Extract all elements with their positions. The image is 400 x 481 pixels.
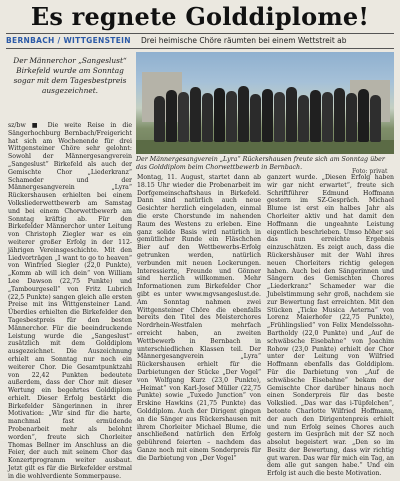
article-column-2 — [137, 174, 261, 462]
section-label: BERNBACH / WITTGENSTEIN — [6, 36, 131, 45]
choir-member — [346, 93, 357, 142]
article-column-3 — [267, 174, 394, 478]
column-text: sz/bw ■ Die weite Reise in die Sängerhochburg Bernbach/Freigericht hat sich am Wochenende für drei Wittgensteiner Chöre sehr gelohnt: Sowohl der Männergesangverein „Sangeslust“ Birkefeld als auch der Gemischte Chor „Liederkranz“ Schameder und der Männergesangverein „Lyra“ Rückershausen erhielten bei einem Volksliederwettbewerb am Samstag und bei einem Chorwettbewerb am Sonntag kräftig ab. Für den Birkefelder Männerchor unter Leitung von Christoph Ziegler war es ein weiterer großer Erfolg in der 112-jährigen Vereinsgeschichte. Mit den Liedvorträgen „I want to go to heaven“ von Winfried Siegler (22,0 Punkte), „Komm ab will ich dein“ von William Lee Dawson (22,75 Punkte) und „Tambourgesell“ von Fritz Lubrich (22,5 Punkte) sangen gleich alle ersten Preise mit ins Wittgensteiner Land. Überdies erhielten die Birkefelder den Tagesbestpreis für den besten Männerchor. Für die beeindruckende Leistung wurde die „Sangeslust“ zusätzlich mit dem Golddiplom ausgezeichnet. Die Auszeichnung erhielt am Sonntag nur noch ein weiterer Chor. Die Gesamtpunktzahl von 22,42 Punkten bedeutete außerdem, dass der Chor mit dieser Wertung ein begehrtes Golddiplom erhielt. Dieser Erfolg bestärkt die Birkefelder Sängerinnen in ihrer Motivation: „Wir sind für die harte, manchmal fast ermüdende Probenarbeit mehr als belohnt worden“, freute sich Chorleiter Thomas Bellner im Anschluss an die Feier, der auch mit seinem Chor das Konzertprogramm weiter ausbaut. Jetzt gilt es für die Birkefelder erstmal in die wohlverdiente Sommerpause. — [8, 122, 132, 480]
choir-photo — [136, 52, 394, 154]
choir-member — [322, 92, 333, 142]
choir-member — [190, 87, 201, 142]
choir-member — [310, 90, 321, 142]
choir-member — [298, 95, 309, 142]
choir-member — [202, 93, 213, 142]
article-column-1 — [8, 122, 132, 480]
photo-caption: Der Männergesangverein „Lyra“ Rückershausen freute sich am Sonntag über das Golddiplom beim Chorwettbewerb in Bernbach. — [136, 156, 385, 171]
intro-teaser: Der Männerchor „Sangeslust“ Birkefeld wurde am Sonntag sogar mit dem Tagesbestpreis ausgezeichnet. — [13, 56, 127, 95]
choir-member — [154, 96, 165, 142]
section-bar — [6, 34, 394, 48]
column-text: ganzert wurde. „Diesen Erfolg haben wir gar nicht erwartet“, freute sich Schriftführer Edmund Hoffmann gestern im SZ-Gespräch. Michael Blume ist erst ein halbes Jahr als Chorleiter aktiv und hat damit den Hoffmann die ungeahnte Leistung eigentlich beschrieben. Umso höher sei das nun erreichte Ergebnis einzuschätzen. Es zeigt auch, dass die Rückershäuser mit der Wahl ihres neuen Chorleiters richtig gelegen haben. Auch bei den Sängerinnen und Sängern des Gemischten Chores „Liederkranz“ Schameder war die Jubelstimmung sehr groß, nachdem sie zur Bewertung fast erreichten. Mit den Stücken „Ticke Musica Aeterna“ von Lorenz Maierhofer (22,75 Punkte), „Frühlingslied“ von Felix Mendelssohn-Bartholdy (22,0 Punkte) und „Auf de schwäbsche Eisebahne“ von Joachim Rohow (23,0 Punkte) erhielt der Chor unter der Leitung von Wilfried Hoffmann ebenfalls das Golddiplom. Für die Darbietung von „Auf de schwäbsche Eisebahne“ bekam der Gemischte Chor darüber hinaus noch einen Sonderpreis für das beste Volkslied. „Das war das i-Tüpfelchen“, betonte Charlotte Wilfried Hoffmann, der auch den Dirigentenpreis erhielt und nun Erfolg seines Chores auch gestern im Gespräch mit der SZ noch absolut begeistert war. „Den so im Besitz der Bewertung, dass wir richtig gut waren. Das war für mich ein Tag, an dem alle gut sangen habe.“ Und ein Erfolg ist auch die beste Motivation. — [267, 174, 394, 478]
choir-member — [178, 92, 189, 142]
choir-member — [214, 88, 225, 142]
choir-member — [250, 94, 261, 142]
photo-ground — [136, 140, 394, 154]
choir-member — [358, 89, 369, 142]
article-headline: Es regnete Golddiplome! — [30, 2, 370, 31]
choir-member — [166, 90, 177, 142]
choir-member — [334, 88, 345, 142]
sub-headline: Drei heimische Chöre räumten bei einem Wettstreit ab — [141, 36, 347, 45]
choir-member — [274, 92, 285, 142]
column-text: Montag, 11. August, startet dann ab 18.15 Uhr wieder die Probenarbeit im Dorfgemeinschaftshaus in Birkefeld. Dann sind natürlich auch neue Gesichter herzlich eingeladen, einmal die erste Chorstunde im nahenden Raum des Westens zu erleben. Eine ganz solide Basis wird natürlich in gemütlicher Runde ein Fläschchen Bier auf den Wettbewerbs-Erfolg getrunken werden, natürlich verbunden mit neuen Lockerungen. Interessierte, Freunde und Gönner sind herzlich willkommen. Mehr Informationen zum Birkefelder Chor gibt es unter www.mgvsangeslust.de. Am Sonntag nahmen zwei Wittgensteiner Chöre die ebenfalls bereits den Titel des Meisterchores Nordrhein-Westfalen mehrfach erreicht haben, an zweiten Wettbewerb in Bernbach in unterschiedlichen Klassen teil. Der Männergesangverein „Lyra“ Rückershausen erhielt für die Darbietungen der Stücke „Der Vogel“ von Wolfgang Kurz (23,0 Punkte), „Heimat“ von Karl-Josef Müller (22,75 Punkte) sowie „Tuxedo Junction“ von Erskine Hawkins (21,75 Punkte) das Golddiplom. Auch der Dirigent gingen an die Sänger aus Rückershausen mit ihrem Chorleiter Michael Blume, die anschließend natürlich den Erfolg gebührend feierten – nachdem das Ganze noch mit einem Sonderpreis für die Darbietung von „Der Vogel“ — [137, 174, 261, 462]
choir-member — [238, 86, 249, 142]
choir-member — [286, 87, 297, 142]
choir-member — [226, 91, 237, 142]
photo-credit: Foto: privat — [352, 168, 388, 175]
choir-member — [262, 89, 273, 142]
section-rule — [6, 48, 394, 49]
choir-member — [370, 95, 381, 142]
